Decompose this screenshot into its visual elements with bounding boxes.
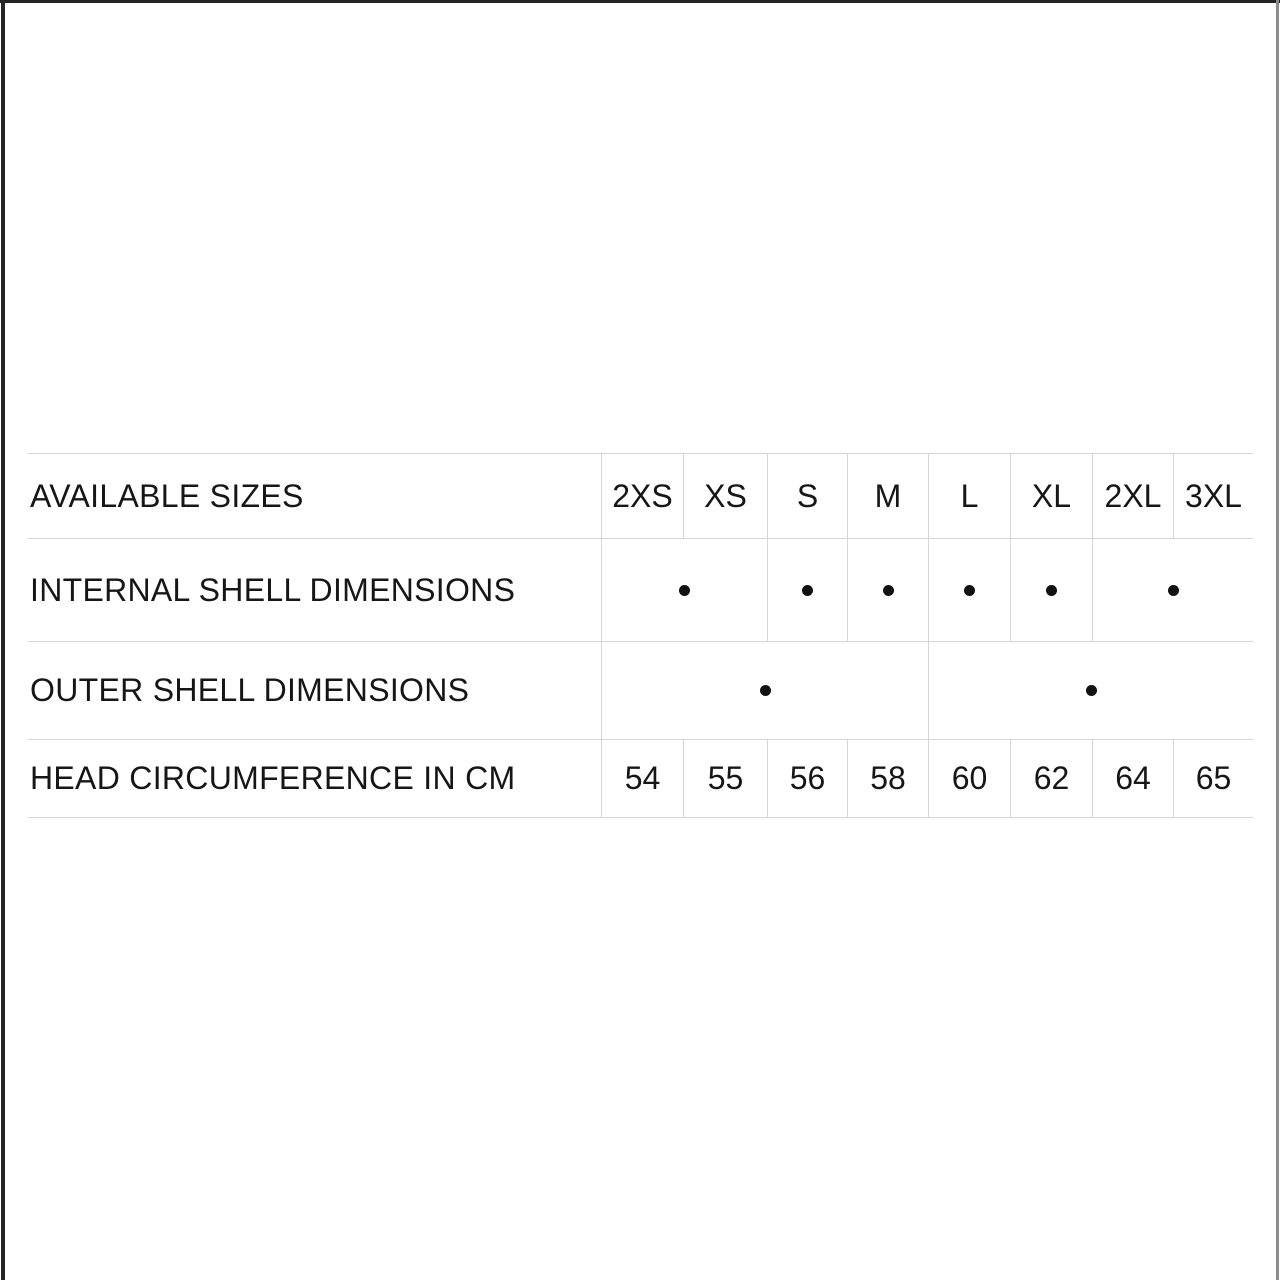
availability-dot-icon [1168,585,1179,596]
size-header-xs: XS [683,453,767,538]
size-header-2xs: 2XS [601,453,683,538]
internal-shell-cell-s [767,538,847,641]
circumference-value-xs: 55 [683,739,767,818]
head-circumference-label: HEAD CIRCUMFERENCE IN CM [28,739,601,818]
circumference-value-xl: 62 [1010,739,1092,818]
circumference-value-m: 58 [847,739,928,818]
size-header-xl: XL [1010,453,1092,538]
availability-dot-icon [883,585,894,596]
size-header-3xl: 3XL [1173,453,1253,538]
availability-dot-icon [964,585,975,596]
image-frame-top-border [0,0,1280,3]
availability-dot-icon [802,585,813,596]
circumference-value-2xl: 64 [1092,739,1173,818]
available-sizes-label: AVAILABLE SIZES [28,453,601,538]
image-frame-left-border [1,0,5,1280]
circumference-value-l: 60 [928,739,1010,818]
internal-shell-cell-2xl-3xl [1092,538,1253,641]
circumference-value-s: 56 [767,739,847,818]
image-frame-right-border [1276,0,1279,1280]
size-header-s: S [767,453,847,538]
internal-shell-cell-2xs-xs [601,538,767,641]
internal-shell-cell-l [928,538,1010,641]
outer-shell-cell-2xs-m [601,641,928,739]
size-chart-table [28,453,1253,818]
size-header-m: M [847,453,928,538]
internal-shell-cell-xl [1010,538,1092,641]
availability-dot-icon [1086,685,1097,696]
size-header-l: L [928,453,1010,538]
circumference-value-3xl: 65 [1173,739,1253,818]
circumference-value-2xs: 54 [601,739,683,818]
size-header-2xl: 2XL [1092,453,1173,538]
availability-dot-icon [1046,585,1057,596]
availability-dot-icon [679,585,690,596]
internal-shell-cell-m [847,538,928,641]
internal-shell-label: INTERNAL SHELL DIMENSIONS [28,538,601,641]
availability-dot-icon [760,685,771,696]
outer-shell-cell-l-3xl [928,641,1253,739]
outer-shell-label: OUTER SHELL DIMENSIONS [28,641,601,739]
